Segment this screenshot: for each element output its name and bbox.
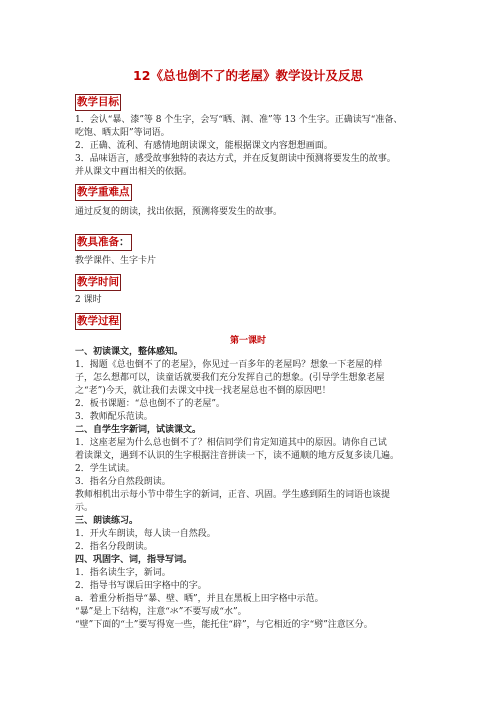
lesson-title: 第一课时 <box>229 336 266 346</box>
section-tag-process: 教学过程 <box>75 313 121 330</box>
section-tag-goals: 教学目标 <box>75 94 121 111</box>
document-title: 12《总也倒不了的老屋》教学设计及反思 <box>133 68 363 83</box>
text-line: 3．指名分自然段朗读。 <box>75 477 171 487</box>
text-line: 1．揭题《总也倒不了的老屋》，你见过一百多年的老屋吗？想象一下老屋的样 <box>75 360 383 370</box>
text-line: 1．开火车朗读，每人读一自然段。 <box>75 529 216 539</box>
text-line: 3．教师配乐范读。 <box>75 412 153 422</box>
step-heading: 二、自学生字新词，试读课文。 <box>75 425 202 435</box>
text-line: 教学课件、生字卡片 <box>75 256 157 266</box>
text-line: 2 课时 <box>75 295 102 305</box>
section-tag-keypoints: 教学重难点 <box>75 184 132 201</box>
step-heading: 三、朗读练习。 <box>75 516 139 526</box>
text-line: 吃饱、晒太阳”等词语。 <box>75 128 170 138</box>
text-line: 1．会认“暴、漆”等 8 个生字，会写“晒、洞、准”等 13 个生字。正确读写“准备、 <box>75 115 403 125</box>
section-tag-materials <box>75 234 132 251</box>
text-line: 1．指名读生字，新词。 <box>75 568 171 578</box>
text-line: 之“老”)今天，就让我们去课文中找一找老屋总也不倒的原因吧！ <box>75 386 331 396</box>
text-line: 着读课文，遇到不认识的生字根据注音拼读一下，读不通顺的地方反复多读几遍。 <box>75 451 400 461</box>
text-line: 通过反复的朗读，找出依据，预测将要发生的故事。 <box>75 207 283 217</box>
section-tag-suffix: ： <box>119 236 130 248</box>
text-line: “壁”下面的“土”要写得宽一些，能托住“辟”，与它相近的字“劈”注意区分。 <box>75 620 373 630</box>
text-line: “暴”是上下结构，注意“氺”不要写成“水”。 <box>75 607 247 617</box>
text-line: 2．板书课题：“总也倒不了的老屋”。 <box>75 399 225 409</box>
text-line: 1．这座老屋为什么总也倒不了？相信同学们肯定知道其中的原因。请你自己试 <box>75 438 387 448</box>
text-line: 2．正确、流利、有感情地朗读课文，能根据课文内容想想画面。 <box>75 141 333 151</box>
step-heading: 一、初读课文，整体感知。 <box>75 347 184 357</box>
text-line: 并从课文中画出相关的依据。 <box>75 167 193 177</box>
text-line: 2．指名分段朗读。 <box>75 542 153 552</box>
section-tag-time: 教学时间 <box>75 274 121 291</box>
text-line: 3．品味语言，感受故事独特的表达方式，并在反复朗读中预测将要发生的故事。 <box>75 154 396 164</box>
text-line: 子，怎么想都可以，读童话就要我们充分发挥自己的想象。(引导学生想象老屋 <box>75 373 385 383</box>
text-line: 2．指导书写课后田字格中的字。 <box>75 581 207 591</box>
text-line: 2．学生试读。 <box>75 464 135 474</box>
text-line: 教师相机出示每小节中带生字的新词，正音、巩固。学生感到陌生的词语也该提 <box>75 490 391 500</box>
text-line: 示。 <box>75 503 94 513</box>
section-tag-label: 教具准备 <box>77 236 119 248</box>
step-heading: 四、巩固字、词，指导写词。 <box>75 555 193 565</box>
text-line: a．着重分析指导“暴、壁、晒”，并且在黑板上田字格中示范。 <box>75 594 324 604</box>
